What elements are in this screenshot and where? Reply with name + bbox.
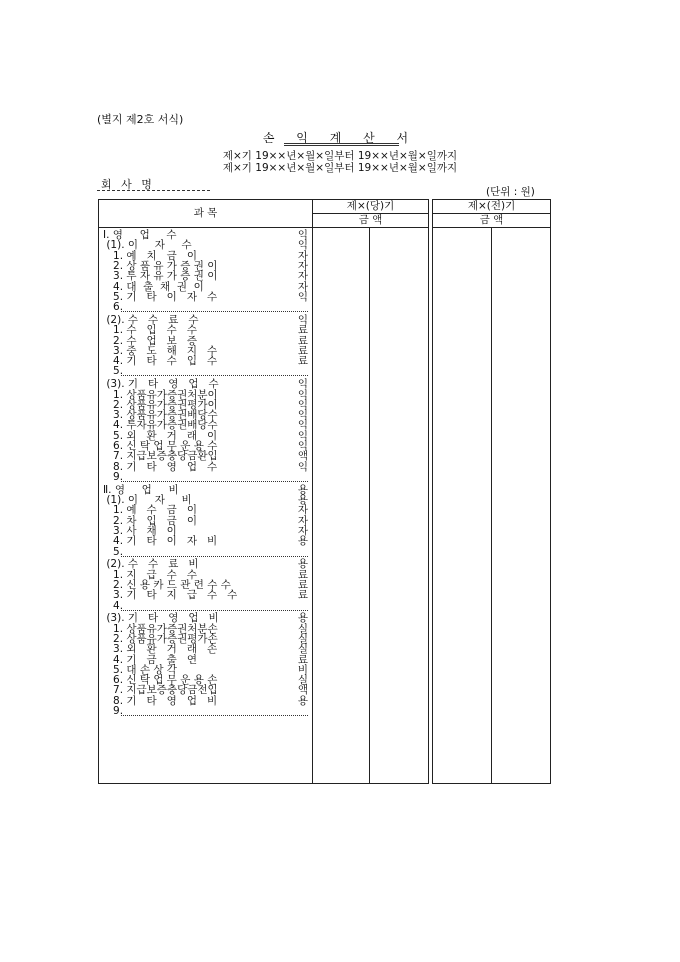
account-label: 7. 지급보증충당금환입 — [103, 450, 218, 463]
account-row — [99, 325, 312, 335]
account-label: 3. 중 도 해 지 수 — [103, 344, 218, 357]
account-row — [99, 240, 312, 250]
account-label: (2). 수 수 료 수 — [103, 313, 199, 326]
account-label: 5. 외 환 거 래 이 — [103, 429, 218, 442]
account-label: (3). 기 타 영 업 비 — [103, 612, 219, 625]
account-label: 1. 예 치 금 이 — [103, 249, 197, 262]
account-label-tail: 용 — [297, 694, 308, 707]
account-label: 5. 기 타 이 자 수 — [103, 290, 218, 303]
dotted-separator — [121, 375, 308, 376]
dotted-separator — [121, 481, 308, 482]
account-label-tail: 익 — [297, 398, 308, 411]
account-label-tail: 자 — [297, 514, 308, 527]
account-row — [99, 505, 312, 515]
account-label-tail: 용 — [297, 535, 308, 548]
current-amount-col-2 — [370, 228, 429, 784]
account-label: 4. 기 금 출 연 — [103, 653, 197, 666]
account-items — [99, 228, 313, 784]
account-label-tail: 익 — [297, 419, 308, 432]
account-label: 4. 투자유가증권배당수 — [103, 419, 218, 432]
account-label-tail: 료 — [297, 568, 308, 581]
account-row — [99, 390, 312, 400]
account-row — [99, 536, 312, 546]
account-label-tail: 용 — [297, 612, 308, 625]
unit-label: (단위 : 원) — [486, 186, 535, 198]
account-label-tail: 익 — [297, 290, 308, 303]
account-label-tail: 자 — [297, 524, 308, 537]
account-row — [99, 451, 312, 461]
account-label-tail: 익 — [297, 429, 308, 442]
account-label-tail: 익 — [297, 313, 308, 326]
account-label: 1. 상품유가증권처분이 — [103, 388, 218, 401]
account-label: 3. 사 채 이 — [103, 524, 177, 537]
account-label-tail: 료 — [297, 653, 308, 666]
account-label-tail: 료 — [297, 578, 308, 591]
header-prior: 제×(전)기 — [433, 200, 551, 214]
account-label-tail: 익 — [297, 440, 308, 452]
account-label: 3. 투 자 유 가 증 권 이 — [103, 270, 218, 283]
account-label-tail: 실 — [297, 632, 308, 645]
account-label-tail: 비 — [297, 663, 308, 676]
account-row — [99, 655, 312, 665]
period-current: 제×기 19××년×월×일부터 19××년×월×일까지 — [222, 150, 458, 162]
account-label-tail: 실 — [297, 674, 308, 687]
account-label: 4. 기 타 이 자 비 — [103, 535, 218, 548]
account-label-tail: 익 — [297, 388, 308, 401]
dotted-separator — [121, 610, 308, 611]
period-prior: 제×기 19××년×월×일부터 19××년×월×일까지 — [222, 162, 458, 174]
title-underline — [284, 143, 399, 146]
account-label: 7. 지급보증충당금전입 — [103, 684, 218, 697]
account-label: 2. 수 업 보 증 — [103, 334, 197, 347]
company-name-line — [97, 190, 210, 191]
account-label: 1. 예 수 금 이 — [103, 504, 197, 517]
account-label: 3. 상품유가증권배당수 — [103, 409, 218, 422]
account-label-tail: 액 — [297, 450, 308, 463]
account-row — [99, 282, 312, 292]
account-label-tail: 익 — [297, 229, 308, 241]
account-label: (1). 이 자 수 — [103, 239, 192, 252]
account-label-tail: 료 — [297, 589, 308, 602]
account-label: 6. 신 탁 업 무 운 용 수 — [103, 440, 218, 452]
dotted-separator — [121, 311, 308, 312]
dotted-separator — [121, 556, 308, 557]
account-label: (3). 기 타 영 업 수 — [103, 378, 219, 391]
prior-amount-col-2 — [492, 228, 551, 784]
account-label-tail: 료 — [297, 334, 308, 347]
prior-amount-col-1 — [433, 228, 492, 784]
account-label: Ⅰ. 영 업 수 — [103, 229, 177, 241]
account-label-tail: 실 — [297, 622, 308, 635]
account-label: 4. — [103, 599, 124, 612]
account-label-tail: 자 — [297, 280, 308, 293]
account-label: 2. 상품유가증권평가이 — [103, 398, 218, 411]
account-label-tail: 료 — [297, 344, 308, 357]
account-label: 1. 지 급 수 수 — [103, 568, 197, 581]
current-amount-col-1 — [313, 228, 370, 784]
account-label: 6. — [103, 301, 124, 314]
account-label-tail: 료 — [297, 324, 308, 337]
account-row — [99, 644, 312, 654]
account-label: 9. — [103, 705, 124, 717]
account-label-tail: 실 — [297, 643, 308, 656]
dotted-separator — [121, 715, 308, 716]
account-label: 1. 상품유가증권처분손 — [103, 622, 218, 635]
account-row — [99, 590, 312, 600]
account-row — [99, 559, 312, 569]
account-label: 2. 신 용 카 드 관 련 수 수 — [103, 578, 231, 591]
header-item: 과 목 — [99, 200, 313, 228]
account-label-tail: 용 — [297, 494, 308, 506]
account-label: Ⅱ. 영 업 비 — [103, 483, 179, 496]
account-label: 2. 차 입 금 이 — [103, 514, 197, 527]
account-row — [99, 685, 312, 695]
account-row — [99, 292, 312, 302]
account-label: 3. 외 환 거 래 손 — [103, 643, 218, 656]
header-prior-amount: 금 액 — [433, 214, 551, 228]
account-row — [99, 420, 312, 430]
account-label: 2. 상 품 유 가 증 권 이 — [103, 259, 218, 272]
form-number: (별지 제2호 서식) — [97, 113, 184, 126]
account-label-tail: 액 — [297, 684, 308, 697]
account-row — [99, 271, 312, 281]
account-label-tail: 자 — [297, 259, 308, 272]
income-statement-table — [98, 199, 551, 784]
account-row — [99, 462, 312, 472]
account-label-tail: 자 — [297, 270, 308, 283]
account-label-tail: 자 — [297, 249, 308, 262]
account-label: 4. 기 타 수 입 수 — [103, 355, 218, 368]
account-label: 3. 기 타 지 급 수 수 — [103, 589, 238, 602]
account-label-tail: 료 — [297, 355, 308, 368]
account-row — [99, 613, 312, 623]
account-label: 8. 기 타 영 업 수 — [103, 460, 218, 473]
account-row — [99, 696, 312, 706]
account-label: 2. 상품유가증권평가손 — [103, 632, 218, 645]
account-label: 1. 수 입 수 수 — [103, 324, 197, 337]
account-label-tail: 용 — [297, 558, 308, 571]
account-label: 6. 신 탁 업 무 운 용 손 — [103, 674, 218, 687]
account-label-tail: 익 — [297, 460, 308, 473]
header-current-amount: 금 액 — [313, 214, 429, 228]
account-row — [99, 379, 312, 389]
account-label-tail: 익 — [297, 409, 308, 422]
page-title: 손 익 계 산 서 — [262, 131, 418, 145]
account-label-tail: 익 — [297, 239, 308, 252]
account-label: 5. 대 손 상 각 — [103, 663, 177, 676]
account-label: 5. — [103, 365, 124, 378]
account-label: 9. — [103, 470, 124, 483]
account-row — [99, 336, 312, 346]
account-label: 5. — [103, 545, 124, 558]
account-label: (2). 수 수 료 비 — [103, 558, 199, 571]
account-label: 4. 대 출 채 권 이 — [103, 280, 204, 293]
account-label-tail: 익 — [297, 378, 308, 391]
account-label: (1). 이 자 비 — [103, 494, 192, 506]
account-label-tail: 용 — [297, 483, 308, 496]
account-label: 8. 기 타 영 업 비 — [103, 694, 218, 707]
account-label-tail: 자 — [297, 504, 308, 517]
header-current: 제×(당)기 — [313, 200, 429, 214]
company-label: 회 사 명 — [101, 178, 155, 191]
account-row — [99, 356, 312, 366]
